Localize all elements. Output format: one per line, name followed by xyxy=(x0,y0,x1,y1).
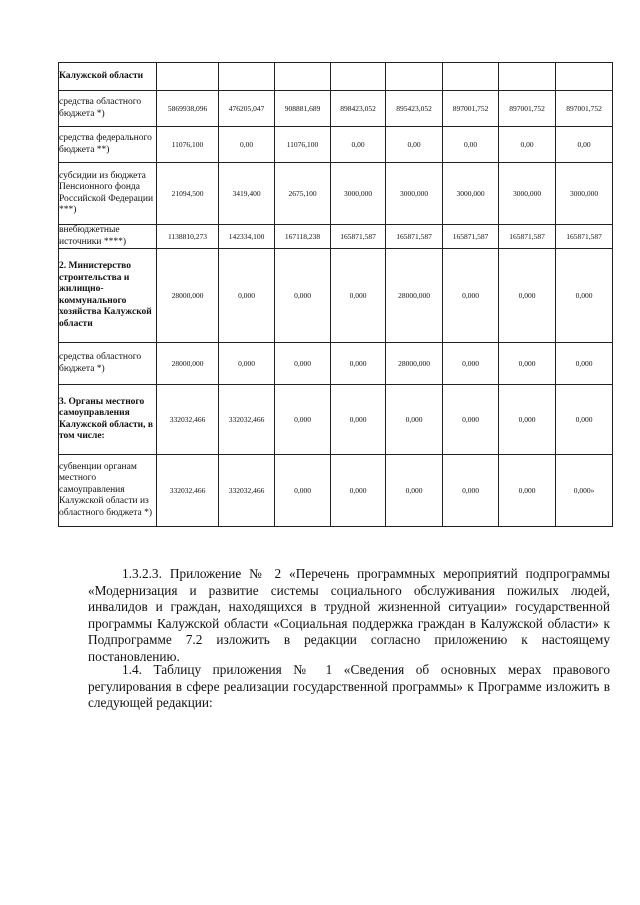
value-cell: 3000,000 xyxy=(556,163,613,225)
value-cell: 0,000 xyxy=(556,343,613,385)
value-cell: 3000,000 xyxy=(331,163,386,225)
table-row xyxy=(59,63,613,91)
value-cell: 0,000» xyxy=(556,455,613,527)
value-cell: 1138810,273 xyxy=(157,225,219,249)
value-cell xyxy=(386,63,443,91)
value-cell: 0,000 xyxy=(275,343,331,385)
value-cell: 165871,587 xyxy=(386,225,443,249)
table-row xyxy=(59,455,613,527)
value-cell: 11076,100 xyxy=(275,127,331,163)
row-label: 3. Органы местного самоуправления Калужской области, в том числе: xyxy=(59,385,157,455)
value-cell: 0,000 xyxy=(219,343,275,385)
value-cell: 165871,587 xyxy=(443,225,499,249)
value-cell: 3000,000 xyxy=(386,163,443,225)
value-cell: 5869938,096 xyxy=(157,91,219,127)
value-cell: 0,000 xyxy=(499,249,556,343)
value-cell: 332032,466 xyxy=(157,385,219,455)
value-cell xyxy=(443,63,499,91)
paragraph-1-3-2-3: 1.3.2.3. Приложение № 2 «Перечень программных мероприятий подпрограммы «Модернизация и развитие системы социального обслуживания пожилых людей, инвалидов и граждан, находящихся в трудной жизненной ситуации» государственной программы Калужской области «Социальная поддержка граждан в Калужской области» к Подпрограмме 7.2 изложить в редакции согласно приложению к настоящему постановлению. xyxy=(88,566,610,664)
value-cell xyxy=(499,63,556,91)
value-cell: 0,000 xyxy=(499,385,556,455)
paragraph-1-4: 1.4. Таблицу приложения № 1 «Сведения об основных мерах правового регулирования в сфере реализации государственной программы» к Программе изложить в следующей редакции: xyxy=(88,662,610,711)
value-cell: 0,000 xyxy=(499,455,556,527)
row-label: средства областного бюджета *) xyxy=(59,91,157,127)
value-cell: 895423,052 xyxy=(386,91,443,127)
value-cell: 0,000 xyxy=(275,249,331,343)
value-cell xyxy=(219,63,275,91)
value-cell: 0,000 xyxy=(443,385,499,455)
value-cell: 0,000 xyxy=(331,343,386,385)
value-cell: 0,000 xyxy=(219,249,275,343)
value-cell: 0,000 xyxy=(443,249,499,343)
row-label: субсидии из бюджета Пенсионного фонда Российской Федерации ***) xyxy=(59,163,157,225)
value-cell xyxy=(331,63,386,91)
row-label: внебюджетные источники ****) xyxy=(59,225,157,249)
budget-table xyxy=(58,62,613,527)
value-cell: 167118,238 xyxy=(275,225,331,249)
row-label: Калужской области xyxy=(59,63,157,91)
value-cell: 165871,587 xyxy=(556,225,613,249)
value-cell: 0,000 xyxy=(275,455,331,527)
value-cell: 0,00 xyxy=(386,127,443,163)
value-cell: 0,00 xyxy=(556,127,613,163)
value-cell: 28000,000 xyxy=(157,343,219,385)
value-cell: 0,000 xyxy=(386,385,443,455)
value-cell: 3000,000 xyxy=(443,163,499,225)
value-cell: 897001,752 xyxy=(499,91,556,127)
table-row xyxy=(59,249,613,343)
row-label: 2. Министерство строительства и жилищно-коммунального хозяйства Калужской области xyxy=(59,249,157,343)
value-cell: 332032,466 xyxy=(219,455,275,527)
table-row xyxy=(59,163,613,225)
value-cell: 897001,752 xyxy=(556,91,613,127)
value-cell: 332032,466 xyxy=(219,385,275,455)
row-label: средства областного бюджета *) xyxy=(59,343,157,385)
value-cell: 332032,466 xyxy=(157,455,219,527)
table-row xyxy=(59,225,613,249)
value-cell: 897001,752 xyxy=(443,91,499,127)
table-row xyxy=(59,91,613,127)
value-cell: 0,000 xyxy=(386,455,443,527)
value-cell: 0,000 xyxy=(275,385,331,455)
value-cell: 0,000 xyxy=(331,455,386,527)
value-cell: 908881,689 xyxy=(275,91,331,127)
value-cell: 28000,000 xyxy=(157,249,219,343)
value-cell: 476205,047 xyxy=(219,91,275,127)
value-cell xyxy=(275,63,331,91)
value-cell: 0,000 xyxy=(556,249,613,343)
value-cell: 28000,000 xyxy=(386,249,443,343)
value-cell: 0,000 xyxy=(443,343,499,385)
value-cell: 0,000 xyxy=(499,343,556,385)
value-cell: 2675,100 xyxy=(275,163,331,225)
value-cell: 0,000 xyxy=(556,385,613,455)
value-cell: 11076,100 xyxy=(157,127,219,163)
value-cell: 165871,587 xyxy=(499,225,556,249)
value-cell: 3419,400 xyxy=(219,163,275,225)
value-cell: 28000,000 xyxy=(386,343,443,385)
budget-table-body xyxy=(59,63,613,527)
value-cell: 0,000 xyxy=(331,249,386,343)
value-cell: 165871,587 xyxy=(331,225,386,249)
row-label: средства федерального бюджета **) xyxy=(59,127,157,163)
value-cell: 0,000 xyxy=(331,385,386,455)
value-cell xyxy=(556,63,613,91)
table-row xyxy=(59,343,613,385)
value-cell: 0,00 xyxy=(331,127,386,163)
table-row xyxy=(59,385,613,455)
value-cell: 898423,052 xyxy=(331,91,386,127)
value-cell: 142334,100 xyxy=(219,225,275,249)
row-label: субвенции органам местного самоуправления Калужской области из областного бюджета *) xyxy=(59,455,157,527)
value-cell: 0,000 xyxy=(443,455,499,527)
table-row xyxy=(59,127,613,163)
value-cell: 0,00 xyxy=(499,127,556,163)
value-cell: 21094,500 xyxy=(157,163,219,225)
value-cell: 3000,000 xyxy=(499,163,556,225)
value-cell xyxy=(157,63,219,91)
value-cell: 0,00 xyxy=(219,127,275,163)
value-cell: 0,00 xyxy=(443,127,499,163)
